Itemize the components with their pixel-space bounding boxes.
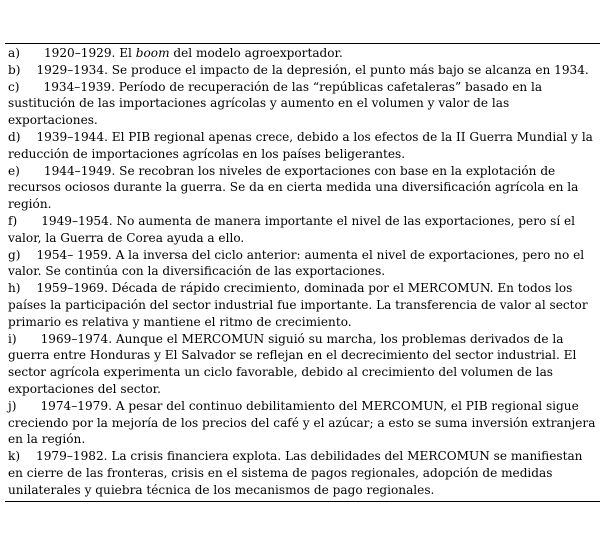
entry-text: 1974–1979. A pesar del continuo debilitamiento del MERCOMUN, el PIB regional sigue creciendo por la mejoría de los precios del café y el azúcar; a esto se suma inversión extranjera en la región. xyxy=(8,398,596,447)
entry-text: 1979–1982. La crisis financiera explota. Las debilidades del MERCOMUN se manifiestan en cierre de las fronteras, crisis en el sistema de pagos regionales, adopción de medidas unilaterales y quiebra técnica de los mecanismos de pago regionales. xyxy=(8,449,583,497)
entry-b xyxy=(8,62,597,79)
entry-text: 1959–1969. Década de rápido crecimiento, dominada por el MERCOMUN. En todos los países la participación del sector industrial fue importante. La transferencia de valor al sector primario es relativa y mantiene el ritmo de crecimiento. xyxy=(8,281,588,329)
entry-letter: j) xyxy=(8,398,17,413)
entry-text-tail: del modelo agroexportador. xyxy=(169,46,343,60)
entry-letter: c) xyxy=(8,79,20,94)
entry-text: 1944–1949. Se recobran los niveles de exportaciones con base en la explotación de recursos ociosos durante la guerra. Se da en cierta medida una diversificación agrícola en la región. xyxy=(8,163,579,212)
entry-letter: b) xyxy=(8,62,21,77)
entry-letter: e) xyxy=(8,163,20,178)
entry-text: 1969–1974. Aunque el MERCOMUN siguió su marcha, los problemas derivados de la guerra entre Honduras y El Salvador se reflejan en el decrecimiento del sector industrial. El sector agrícola experimenta un ciclo favorable, debido al crecimiento del volumen de las exportaciones del sector. xyxy=(8,331,577,396)
entry-letter: g) xyxy=(8,247,21,262)
entry-text: 1939–1944. El PIB regional apenas crece, debido a los efectos de la II Guerra Mundial y la reducción de importaciones agrícolas en los países beligerantes. xyxy=(8,129,593,161)
entry-i xyxy=(8,331,597,398)
entry-f xyxy=(8,213,597,247)
entry-k xyxy=(8,448,597,498)
entry-letter: d) xyxy=(8,129,21,144)
entry-text: 1934–1939. Período de recuperación de las “repúblicas cafetaleras” basado en la sustitución de las importaciones agrícolas y aumento en el volumen y valor de las exportaciones. xyxy=(8,79,543,128)
entry-letter: f) xyxy=(8,213,18,228)
entry-text: 1929–1934. Se produce el impacto de la depresión, el punto más bajo se alcanza en 1934. xyxy=(36,62,589,77)
entry-h xyxy=(8,280,597,330)
entry-letter: k) xyxy=(8,449,21,464)
entry-a xyxy=(8,45,597,62)
entry-c xyxy=(8,79,597,129)
entry-emphasis: boom xyxy=(135,46,170,60)
entry-letter: h) xyxy=(8,281,21,296)
entry-letter: i) xyxy=(8,331,17,346)
entry-text: 1949–1954. No aumenta de manera importante el nivel de las exportaciones, pero sí el valor, la Guerra de Corea ayuda a ello. xyxy=(8,213,576,245)
periods-table xyxy=(5,43,600,502)
entry-g xyxy=(8,247,597,281)
entry-d xyxy=(8,129,597,163)
entry-letter: a) xyxy=(8,46,20,60)
entry-j xyxy=(8,398,597,448)
entry-text: 1954– 1959. A la inversa del ciclo anterior: aumenta el nivel de exportaciones, pero no el valor. Se continúa con la diversificación de las exportaciones. xyxy=(8,247,585,279)
entry-text: 1920–1929. El xyxy=(43,46,136,60)
entry-e xyxy=(8,163,597,213)
